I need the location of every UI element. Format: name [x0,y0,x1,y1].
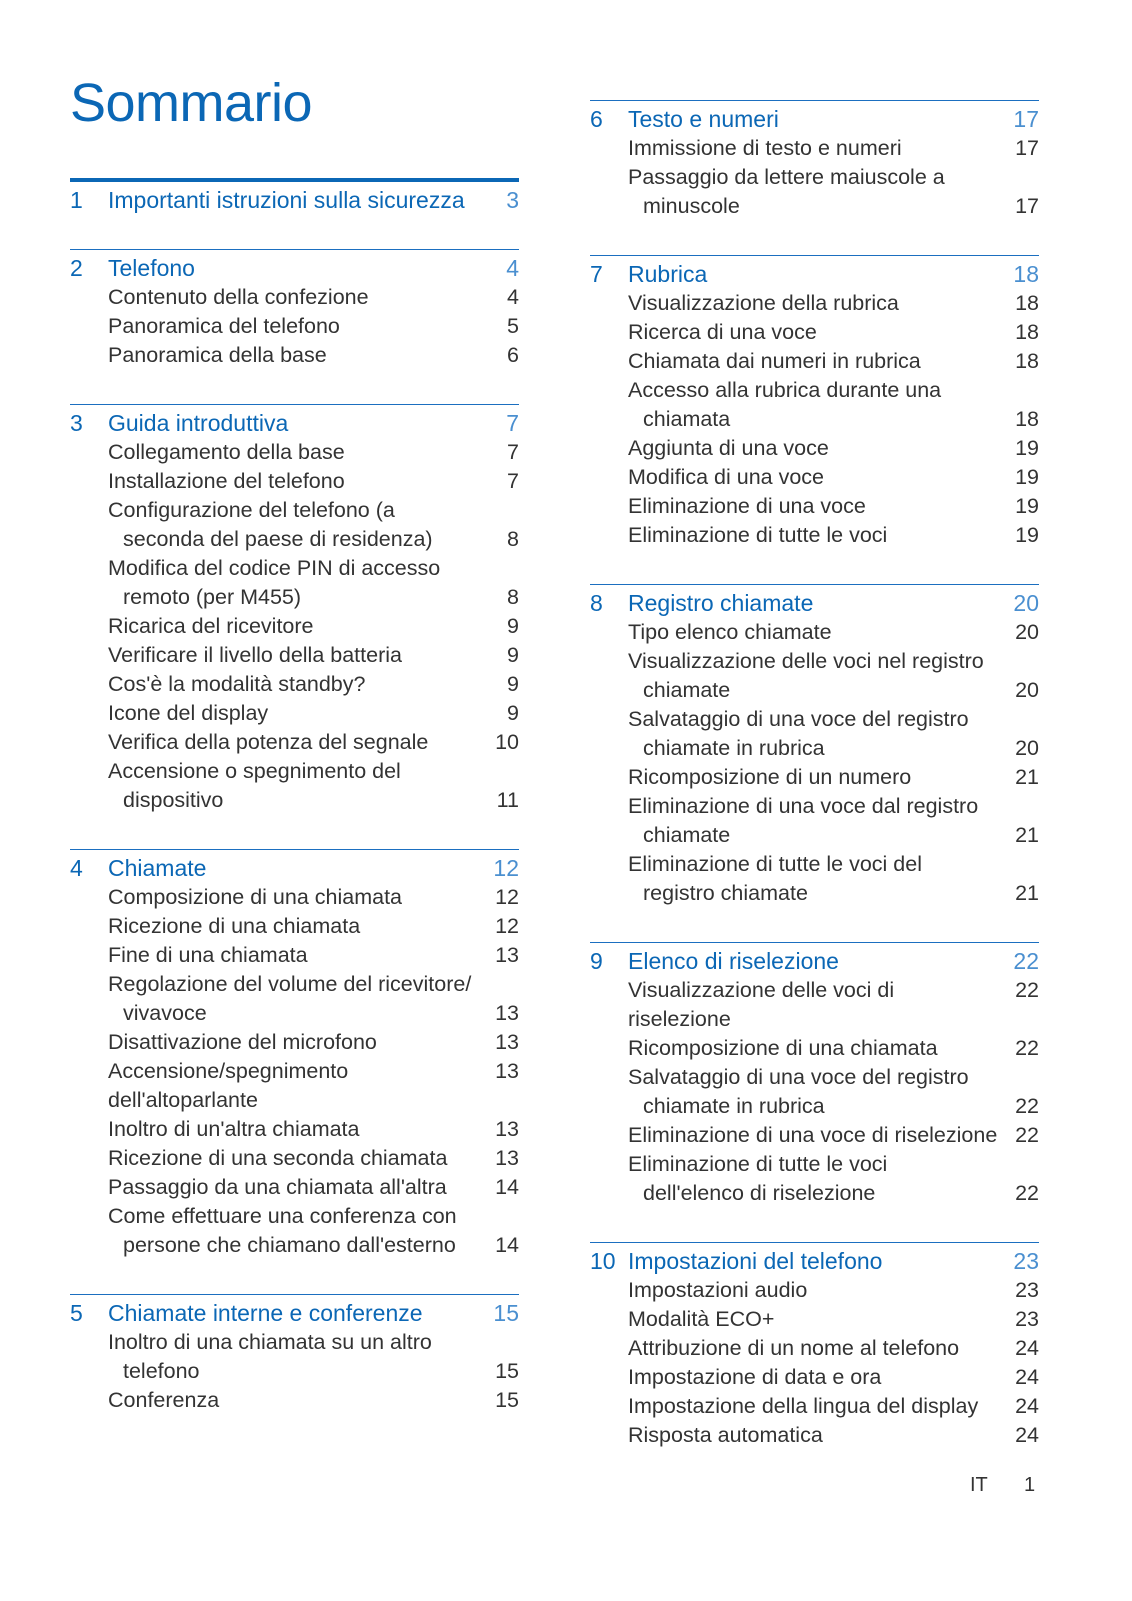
entry-page: 24 [1015,1365,1039,1389]
entry-text: Accensione o spegnimento del [108,759,401,783]
toc-entry[interactable] [70,1144,519,1173]
entry-page: 12 [495,885,519,909]
entry-page: 23 [1015,1278,1039,1302]
toc-entry[interactable] [590,1150,1039,1179]
entry-text: registro chiamate [643,881,808,905]
entry-text: Passaggio da una chiamata all'altra [108,1175,447,1199]
toc-section-heading[interactable] [70,1299,519,1328]
entry-text: Come effettuare una conferenza con [108,1204,457,1228]
toc-section-heading[interactable] [590,947,1039,976]
section-number: 5 [70,1300,83,1326]
entry-page: 9 [507,643,519,667]
entry-page: 13 [495,1117,519,1141]
entry-text: Ricerca di una voce [628,320,817,344]
entry-text: seconda del paese di residenza) [123,527,433,551]
section-page: 15 [493,1300,519,1326]
entry-text: Salvataggio di una voce del registro [628,707,969,731]
toc-entry[interactable] [590,318,1039,347]
entry-text: dell'elenco di riselezione [643,1181,876,1205]
entry-page: 17 [1015,194,1039,218]
entry-text: Ricomposizione di un numero [628,765,912,789]
section-title: Impostazioni del telefono [628,1248,883,1274]
section-title: Importanti istruzioni sulla sicurezza [108,187,465,213]
toc-entry[interactable] [70,496,519,525]
section-number: 10 [590,1248,616,1274]
toc-entry[interactable] [70,699,519,728]
entry-text: Attribuzione di un nome al telefono [628,1336,960,1360]
toc-entry[interactable] [590,821,1039,850]
entry-text: Verificare il livello della batteria [108,643,402,667]
entry-page: 4 [507,285,519,309]
toc-entry[interactable] [70,1357,519,1386]
toc-entry[interactable] [590,463,1039,492]
entry-text: chiamate [643,678,731,702]
section-title: Registro chiamate [628,590,814,616]
entry-text: Salvataggio di una voce del registro [628,1065,969,1089]
entry-text: Regolazione del volume del ricevitore/ [108,972,472,996]
toc-section-heading[interactable] [70,854,519,883]
entry-text: Aggiunta di una voce [628,436,829,460]
entry-text: Modalità ECO+ [628,1307,775,1331]
section-number: 3 [70,410,83,436]
toc-entry[interactable] [590,347,1039,376]
entry-page: 18 [1015,291,1039,315]
section-page: 20 [1013,590,1039,616]
toc-section [590,942,1039,1208]
entry-page: 19 [1015,494,1039,518]
entry-text: Modifica di una voce [628,465,824,489]
toc-entry[interactable] [70,612,519,641]
toc-entry[interactable] [590,1276,1039,1305]
entry-text: Contenuto della confezione [108,285,369,309]
toc-entry[interactable] [70,1173,519,1202]
entry-page: 5 [507,314,519,338]
entry-page: 15 [495,1359,519,1383]
footer-page-number: 1 [1024,1474,1036,1496]
entry-text: Fine di una chiamata [108,943,308,967]
entry-text: Ricezione di una seconda chiamata [108,1146,448,1170]
toc-entry[interactable] [590,1305,1039,1334]
entry-text: Disattivazione del microfono [108,1030,377,1054]
entry-text: Visualizzazione della rubrica [628,291,899,315]
entry-text: Accensione/spegnimento dell'altoparlante [108,1059,349,1112]
section-number: 7 [590,261,603,287]
toc-entry[interactable] [590,289,1039,318]
toc-section-heading[interactable] [590,1247,1039,1276]
section-page: 7 [506,410,519,436]
entry-page: 7 [507,440,519,464]
entry-page: 21 [1015,765,1039,789]
toc-section [590,255,1039,550]
section-number: 9 [590,948,603,974]
section-title: Testo e numeri [628,106,779,132]
section-title: Chiamate [108,855,207,881]
toc-entry[interactable] [590,618,1039,647]
entry-page: 22 [1015,1181,1039,1205]
toc-entry[interactable] [590,879,1039,908]
entry-page: 24 [1015,1394,1039,1418]
entry-page: 9 [507,614,519,638]
toc-entry[interactable] [590,705,1039,734]
toc-entry[interactable] [70,999,519,1028]
entry-page: 12 [495,914,519,938]
toc-section-heading[interactable] [70,254,519,283]
entry-text: Ricomposizione di una chiamata [628,1036,938,1060]
entry-text: chiamate in rubrica [643,736,825,760]
entry-text: telefono [123,1359,200,1383]
entry-page: 9 [507,701,519,725]
section-page: 18 [1013,261,1039,287]
toc-entry[interactable] [590,1063,1039,1092]
toc-entry[interactable] [70,438,519,467]
toc-entry[interactable] [590,376,1039,405]
toc-section-heading[interactable] [70,409,519,438]
toc-section [590,100,1039,221]
entry-text: Risposta automatica [628,1423,823,1447]
toc-entry[interactable] [590,850,1039,879]
entry-text: Conferenza [108,1388,220,1412]
toc-entry[interactable] [590,976,1039,1034]
entry-text: Eliminazione di tutte le voci [628,523,888,547]
entry-page: 14 [495,1175,519,1199]
toc-entry[interactable] [70,941,519,970]
toc-entry[interactable] [70,1057,519,1115]
entry-text: vivavoce [123,1001,207,1025]
toc-entry[interactable] [590,434,1039,463]
toc-entry[interactable] [70,883,519,912]
entry-text: Eliminazione di una voce [628,494,866,518]
toc-section [70,178,519,215]
toc-entry[interactable] [590,734,1039,763]
section-title: Rubrica [628,261,708,287]
entry-page: 18 [1015,407,1039,431]
section-page: 23 [1013,1248,1039,1274]
entry-page: 13 [495,1059,519,1083]
toc-entry[interactable] [70,525,519,554]
toc-entry[interactable] [590,134,1039,163]
entry-text: persone che chiamano dall'esterno [123,1233,456,1257]
toc-entry[interactable] [70,1386,519,1415]
entry-text: Ricezione di una chiamata [108,914,361,938]
entry-text: chiamate in rubrica [643,1094,825,1118]
entry-text: Immissione di testo e numeri [628,136,902,160]
entry-text: Impostazioni audio [628,1278,808,1302]
toc-entry[interactable] [590,1392,1039,1421]
entry-page: 19 [1015,523,1039,547]
entry-page: 8 [507,527,519,551]
toc-entry[interactable] [70,970,519,999]
entry-text: Verifica della potenza del segnale [108,730,429,754]
entry-text: Cos'è la modalità standby? [108,672,366,696]
entry-text: Eliminazione di tutte le voci del [628,852,922,876]
toc-entry[interactable] [70,912,519,941]
toc-section [70,1294,519,1415]
toc-column-left [70,178,519,1449]
toc-entry[interactable] [590,763,1039,792]
entry-text: Eliminazione di una voce dal registro [628,794,979,818]
entry-text: Inoltro di una chiamata su un altro [108,1330,432,1354]
entry-page: 18 [1015,320,1039,344]
entry-text: Inoltro di un'altra chiamata [108,1117,360,1141]
toc-section-heading[interactable] [590,589,1039,618]
section-page: 12 [493,855,519,881]
toc-entry[interactable] [70,728,519,757]
toc-column-right [590,100,1039,1484]
entry-page: 19 [1015,465,1039,489]
entry-page: 8 [507,585,519,609]
toc-section-heading[interactable] [70,186,519,215]
toc-entry[interactable] [590,1421,1039,1450]
toc-entry[interactable] [590,1363,1039,1392]
toc-entry[interactable] [590,492,1039,521]
entry-text: Composizione di una chiamata [108,885,402,909]
entry-text: Visualizzazione delle voci di riselezione [628,978,895,1031]
section-number: 6 [590,106,603,132]
toc-entry[interactable] [70,1115,519,1144]
entry-page: 10 [495,730,519,754]
entry-page: 22 [1015,1123,1039,1147]
entry-page: 24 [1015,1423,1039,1447]
toc-entry[interactable] [590,521,1039,550]
entry-text: Ricarica del ricevitore [108,614,314,638]
entry-text: minuscole [643,194,740,218]
toc-entry[interactable] [70,312,519,341]
toc-entry[interactable] [70,554,519,583]
toc-entry[interactable] [70,757,519,786]
entry-text: Panoramica del telefono [108,314,340,338]
section-page: 4 [506,255,519,281]
entry-page: 22 [1015,1036,1039,1060]
entry-page: 24 [1015,1336,1039,1360]
entry-text: Eliminazione di tutte le voci [628,1152,888,1176]
toc-entry[interactable] [70,1328,519,1357]
toc-section-heading[interactable] [590,105,1039,134]
toc-entry[interactable] [70,1028,519,1057]
entry-page: 9 [507,672,519,696]
toc-entry[interactable] [70,786,519,815]
entry-page: 17 [1015,136,1039,160]
entry-text: Eliminazione di una voce di riselezione [628,1123,998,1147]
entry-page: 13 [495,943,519,967]
toc-entry[interactable] [70,1202,519,1231]
toc-entry[interactable] [590,192,1039,221]
entry-text: Accesso alla rubrica durante una [628,378,942,402]
toc-entry[interactable] [590,405,1039,434]
section-title: Elenco di riselezione [628,948,839,974]
section-number: 2 [70,255,83,281]
entry-text: Configurazione del telefono (a [108,498,395,522]
section-page: 3 [506,187,519,213]
entry-page: 22 [1015,1094,1039,1118]
toc-entry[interactable] [70,583,519,612]
toc-section [590,584,1039,908]
toc-section [70,249,519,370]
toc-entry[interactable] [590,676,1039,705]
toc-entry[interactable] [590,1179,1039,1208]
toc-entry[interactable] [70,670,519,699]
entry-text: Panoramica della base [108,343,327,367]
toc-entry[interactable] [590,1121,1039,1150]
entry-text: Visualizzazione delle voci nel registro [628,649,984,673]
entry-text: Impostazione della lingua del display [628,1394,979,1418]
toc-entry[interactable] [590,1334,1039,1363]
entry-text: Installazione del telefono [108,469,345,493]
toc-section [70,404,519,815]
section-number: 1 [70,187,83,213]
section-title: Telefono [108,255,195,281]
entry-page: 20 [1015,678,1039,702]
toc-section-heading[interactable] [590,260,1039,289]
entry-page: 15 [495,1388,519,1412]
toc-entry[interactable] [70,341,519,370]
footer-language: IT [970,1474,988,1496]
toc-entry[interactable] [70,1231,519,1260]
toc-entry[interactable] [590,792,1039,821]
entry-page: 7 [507,469,519,493]
entry-page: 20 [1015,736,1039,760]
entry-page: 14 [495,1233,519,1257]
toc-section [70,849,519,1260]
section-number: 8 [590,590,603,616]
entry-page: 21 [1015,881,1039,905]
toc-entry[interactable] [70,641,519,670]
toc-entry[interactable] [70,283,519,312]
entry-page: 11 [496,788,519,812]
entry-page: 21 [1015,823,1039,847]
entry-page: 23 [1015,1307,1039,1331]
section-page: 17 [1013,106,1039,132]
section-title: Chiamate interne e conferenze [108,1300,423,1326]
entry-page: 13 [495,1001,519,1025]
entry-text: Chiamata dai numeri in rubrica [628,349,921,373]
entry-text: Passaggio da lettere maiuscole a [628,165,945,189]
toc-entry[interactable] [590,163,1039,192]
entry-page: 18 [1015,349,1039,373]
entry-page: 6 [507,343,519,367]
entry-page: 13 [495,1030,519,1054]
entry-page: 13 [495,1146,519,1170]
entry-text: Icone del display [108,701,269,725]
entry-text: remoto (per M455) [123,585,302,609]
section-title: Guida introduttiva [108,410,289,436]
section-number: 4 [70,855,83,881]
entry-text: chiamata [643,407,731,431]
entry-text: chiamate [643,823,731,847]
toc-entry[interactable] [70,467,519,496]
entry-text: Modifica del codice PIN di accesso [108,556,441,580]
entry-text: Impostazione di data e ora [628,1365,882,1389]
entry-text: dispositivo [123,788,224,812]
entry-page: 20 [1015,620,1039,644]
entry-page: 22 [1015,978,1039,1002]
entry-text: Tipo elenco chiamate [628,620,832,644]
toc-entry[interactable] [590,647,1039,676]
entry-text: Collegamento della base [108,440,345,464]
toc-entry[interactable] [590,1092,1039,1121]
page-title: Sommario [70,73,313,133]
toc-entry[interactable] [590,1034,1039,1063]
entry-page: 19 [1015,436,1039,460]
toc-section [590,1242,1039,1450]
section-page: 22 [1013,948,1039,974]
